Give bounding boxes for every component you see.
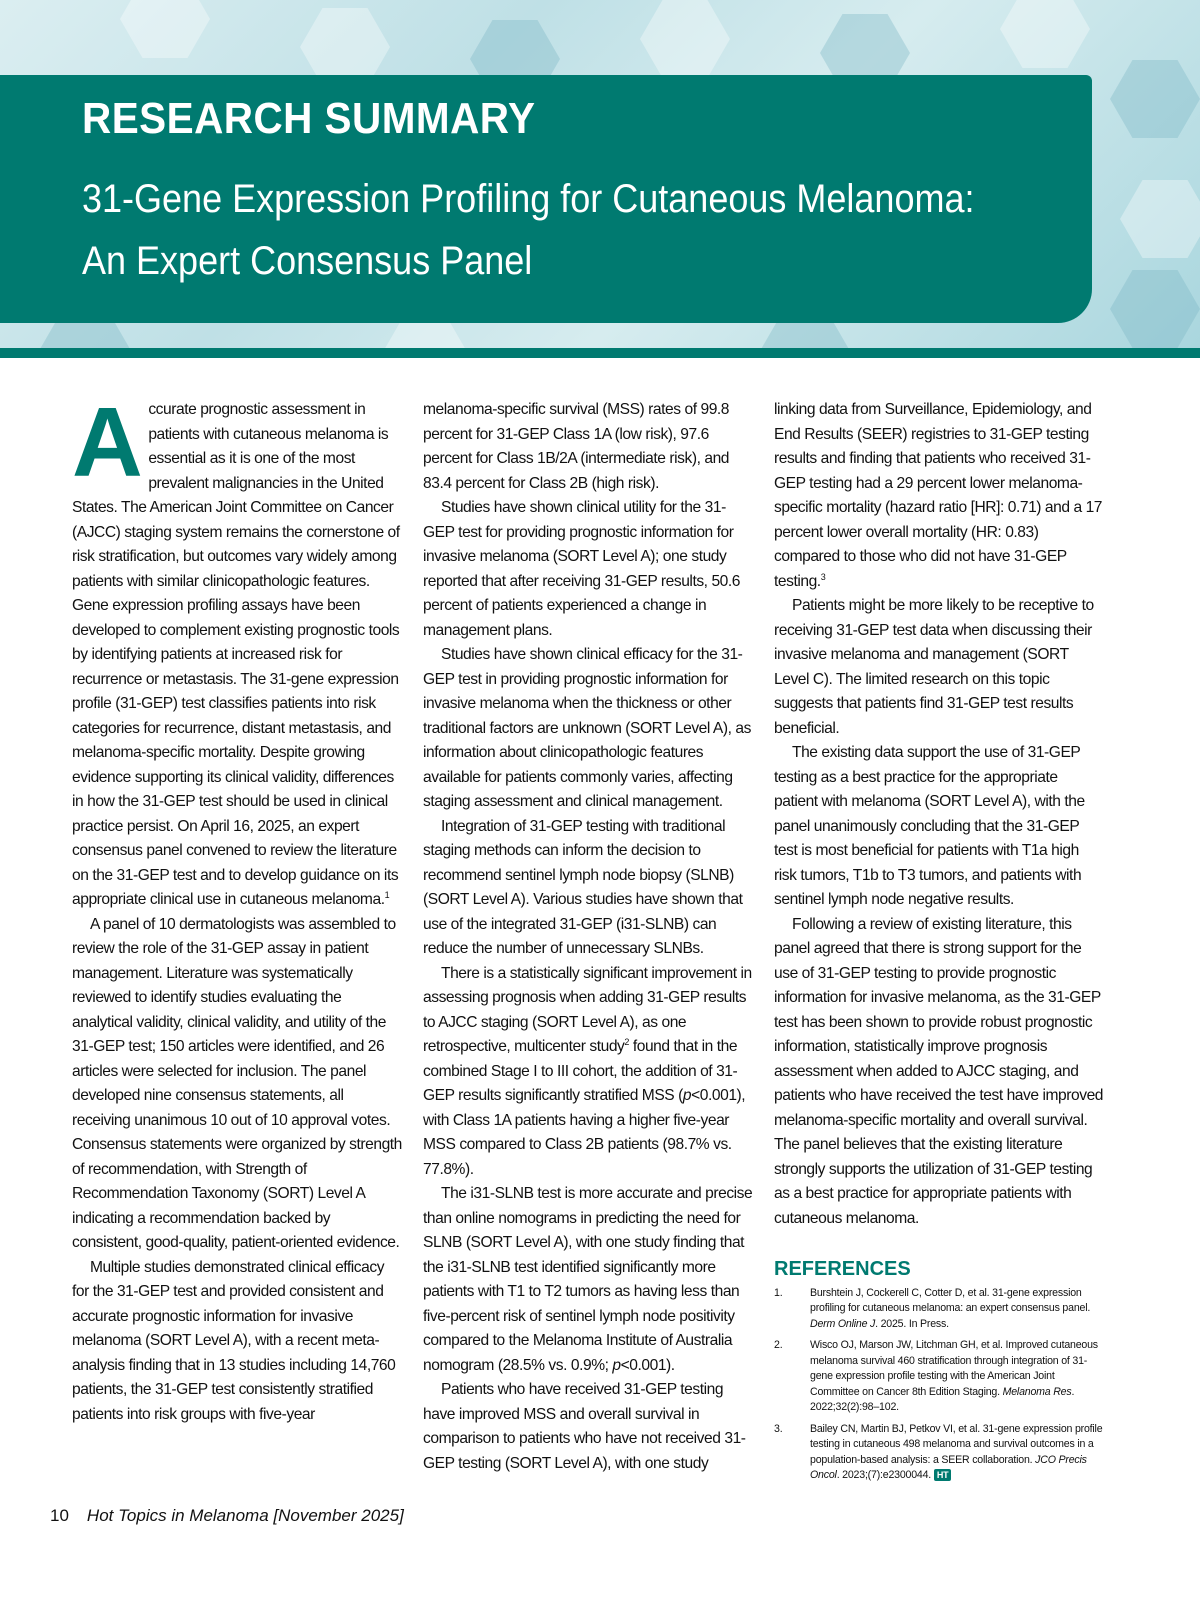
paragraph-text: The i31-SLNB test is more accurate and precise than online nomograms in predicting the need for SLNB (SORT Level A), with one study finding that the i31-SLNB test identified significantly more patients with T1 to T2 tumors as having less than five-percent risk of sentinel lymph node positivity compared to the Melanoma Institute of Australia nomogram (28.5% vs. 0.9%;: [423, 1185, 753, 1374]
reference-details: . 2025. In Press.: [875, 1317, 949, 1330]
citation-marker: 1: [384, 889, 390, 900]
reference-item: [774, 1338, 1104, 1416]
paragraph: Following a review of existing literature, this panel agreed that there is strong support for the use of 31-GEP testing to provide prognostic information for invasive melanoma, as the 31-GEP test has been shown to provide robust prognostic information, statistically improve prognosis assessment when added to AJCC staging, and patients who have received the test have improved melanoma-specific mortality and overall survival. The panel believes that the existing literature strongly supports the utilization of 31-GEP testing as a best practice for appropriate patients with cutaneous melanoma.: [774, 915, 1104, 1227]
reference-number: 2.: [774, 1339, 783, 1351]
title-line-2: An Expert Consensus Panel: [82, 239, 533, 283]
reference-journal: Derm Online J: [810, 1317, 876, 1330]
paragraph: [774, 398, 1104, 594]
paragraph: Studies have shown clinical utility for the 31-GEP test for providing prognostic information for invasive melanoma (SORT Level A); one study reported that after receiving 31-GEP results, 50.6 percent of patients experienced a change in management plans.: [423, 499, 740, 639]
paragraph: The existing data support the use of 31-GEP testing as a best practice for the appropriate patient with melanoma (SORT Level A), with the panel unanimously concluding that the 31-GEP test is most beneficial for patients with T1a high risk tumors, T1b to T3 tumors, and patients with sentinel lymph node negative results.: [774, 744, 1085, 908]
page-number: 10: [50, 1506, 69, 1525]
reference-journal: JCO Precis Oncol: [810, 1453, 1087, 1481]
reference-number: 3.: [774, 1422, 783, 1435]
p-value-symbol: p: [682, 1087, 692, 1104]
publication-name: Hot Topics in Melanoma [November 2025]: [86, 1506, 404, 1525]
paragraph-text: found that in the combined Stage I to III cohort, the addition of 31-GEP results significantly stratified MSS (: [423, 1038, 738, 1104]
column-2: [423, 398, 753, 1476]
paragraph: Integration of 31-GEP testing with traditional staging methods can inform the decision to recommend sentinel lymph node biopsy (SLNB) (SORT Level A). Various studies have shown that use of the integrated 31-GEP (i31-SLNB) can reduce the number of unnecessary SLNBs.: [423, 817, 743, 957]
reference-text: Wisco OJ, Marson JW, Litchman GH, et al. Improved cutaneous melanoma survival 460 stratification through integration of 31-gene expression profile testing with the American Joint Committee on Cancer 8th Edition Staging.: [810, 1339, 1098, 1398]
column-3: [774, 398, 1104, 1490]
column-1: [72, 387, 402, 1427]
divider-bar: [0, 348, 1200, 358]
paragraph: Patients who have received 31-GEP testing have improved MSS and overall survival in comparison to patients who have not received 31-GEP testing (SORT Level A), with one study: [423, 1381, 746, 1472]
paragraph: [423, 962, 753, 1183]
paragraph: Patients might be more likely to be receptive to receiving 31-GEP test data when discussing their invasive melanoma and management (SORT Level C). The limited research on this topic suggests that patients find 31-GEP test results beneficial.: [774, 597, 1094, 737]
references-heading: REFERENCES: [774, 1258, 911, 1280]
paragraph-text: ccurate prognostic assessment in patients with cutaneous melanoma is essential as it is one of the most prevalent malignancies in the United States. The American Joint Committee on Cancer (AJCC) staging system remains the cornerstone of risk stratification, but outcomes vary widely among patients with similar clinicopathologic features. Gene expression profiling assays have been developed to complement existing prognostic tools by identifying patients at increased risk for recurrence or metastasis. The 31-gene expression profile (31-GEP) test classifies patients into risk categories for recurrence, distant metastasis, and melanoma-specific mortality. Despite growing evidence supporting its clinical validity, differences in how the 31-GEP test should be used in clinical practice persist. On April 16, 2025, an expert consensus panel convened to review the literature on the 31-GEP test and to develop guidance on its appropriate clinical use in cutaneous melanoma.: [72, 401, 400, 908]
paragraph: Multiple studies demonstrated clinical efficacy for the 31-GEP test and provided consistent and accurate prognostic information for invasive melanoma (SORT Level A), with a recent meta-analysis finding that in 13 studies including 14,760 patients, the 31-GEP test consistently stratified patients into risk groups with five-year: [72, 1258, 396, 1423]
paragraph: [423, 1182, 753, 1378]
reference-item: [774, 1422, 1104, 1484]
article-title: [82, 168, 1000, 292]
paragraph-text: There is a statistically significant improvement in assessing prognosis when adding 31-GEP results to AJCC staging (SORT Level A), as one retrospective, multicenter study: [423, 964, 752, 1055]
reference-journal: Melanoma Res: [1002, 1385, 1072, 1398]
paragraph: Studies have shown clinical efficacy for the 31-GEP test in providing prognostic information for invasive melanoma when the thickness or other traditional factors are unknown (SORT Level A), as information about clinicopathologic features available for patients commonly varies, affecting staging assessment and clinical management.: [423, 646, 751, 810]
drop-cap: A: [72, 387, 143, 497]
paragraph-text: linking data from Surveillance, Epidemiology, and End Results (SEER) registries to 31-GEP testing results and finding that patients who received 31-GEP testing had a 29 percent lower melanoma-specific mortality (hazard ratio [HR]: 0.71) and a 17 percent lower overall mortality (HR: 0.83) compared to those who did not have 31-GEP testing.: [774, 401, 1103, 590]
reference-text: Bailey CN, Martin BJ, Petkov VI, et al. 31-gene expression profile testing in cutaneous 498 melanoma and survival outcomes in a population-based analysis: a SEER collaboration.: [810, 1422, 1103, 1466]
paragraph: A panel of 10 dermatologists was assembled to review the role of the 31-GEP assay in patient management. Literature was systematically reviewed to identify studies evaluating the analytical validity, clinical validity, and utility of the 31-GEP test; 150 articles were identified, and 26 articles were selected for inclusion. The panel developed nine consensus statements, all receiving unanimous 10 out of 10 approval votes. Consensus statements were organized by strength of recommendation, with Strength of Recommendation Taxonomy (SORT) Level A indicating a recommendation backed by consistent, good-quality, patient-oriented evidence.: [72, 915, 402, 1251]
paragraph-text: <0.001).: [620, 1356, 675, 1374]
citation-marker: 3: [820, 571, 826, 582]
paragraph: melanoma-specific survival (MSS) rates of 99.8 percent for 31-GEP Class 1A (low risk), 97.6 percent for Class 1B/2A (intermediate risk), and 83.4 percent for Class 2B (high risk).: [423, 401, 730, 492]
reference-number: 1.: [774, 1286, 783, 1299]
reference-item: [774, 1286, 1104, 1333]
reference-details: . 2023;(7):e2300044.: [836, 1469, 932, 1481]
reference-details: . 2022;32(2):98–102.: [810, 1385, 1075, 1413]
paragraph-text: <0.001), with Class 1A patients having a higher five-year MSS compared to Class 2B patients (98.7% vs. 77.8%).: [423, 1087, 746, 1178]
reference-text: Burshtein J, Cockerell C, Cotter D, et al. 31-gene expression profiling for cutaneous melanoma: an expert consensus panel.: [810, 1286, 1091, 1314]
paragraph: [72, 387, 402, 913]
references-list: [774, 1286, 1104, 1484]
citation-marker: 2: [624, 1036, 629, 1047]
p-value-symbol: p: [612, 1356, 621, 1374]
page-footer: [50, 1506, 404, 1526]
hot-topics-badge: HT: [934, 1469, 952, 1481]
section-kicker: RESEARCH SUMMARY: [82, 94, 536, 143]
title-line-1: 31-Gene Expression Profiling for Cutaneous Melanoma:: [82, 177, 975, 221]
